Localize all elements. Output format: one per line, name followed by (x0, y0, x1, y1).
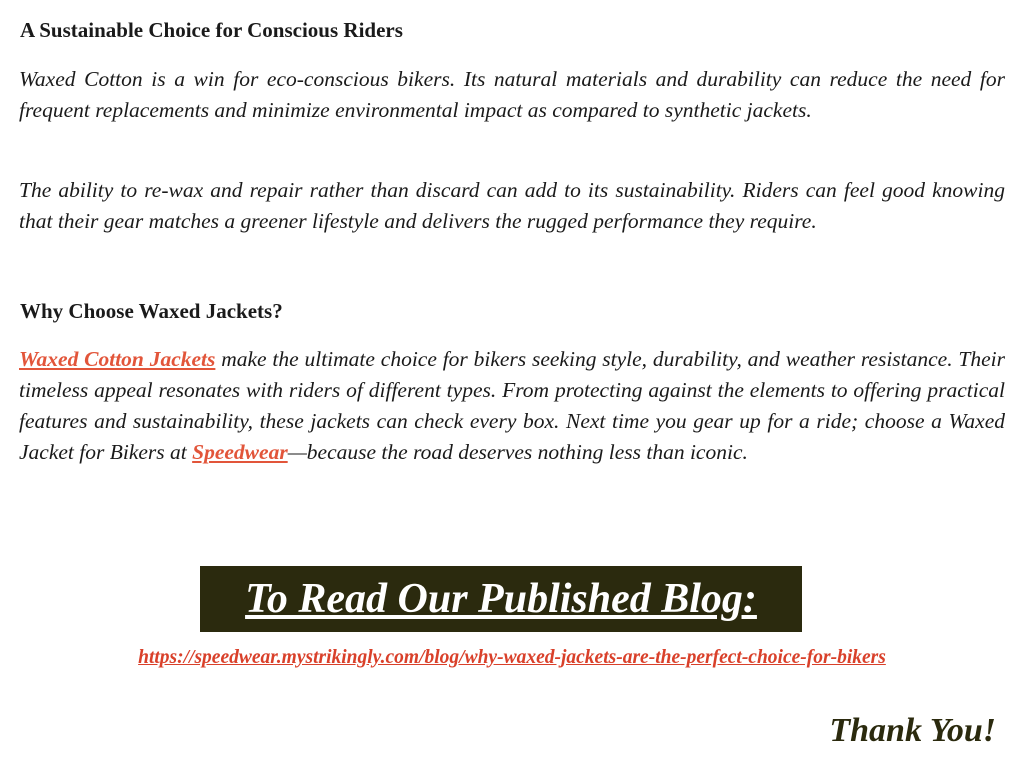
thank-you-text: Thank You! (829, 712, 996, 749)
paragraph-why-choose-text-2: —because the road deserves nothing less than iconic. (287, 440, 748, 464)
section-heading-sustainable: A Sustainable Choice for Conscious Riders (20, 18, 403, 42)
paragraph-eco: Waxed Cotton is a win for eco-conscious bikers. Its natural materials and durability can reduce the need for frequent replacements and minimize environmental impact as compared to synthetic jackets. (19, 67, 1005, 122)
blog-url-link[interactable]: https://speedwear.mystrikingly.com/blog/why-waxed-jackets-are-the-perfect-choice-for-bikers (138, 647, 886, 668)
paragraph-why-choose-text-1: make the ultimate choice for bikers seeking style, durability, and weather resistance. Their timeless appeal resonates with riders of different types. From protecting against the elements to offering practical features and sustainability, these jackets can check every box. Next time you gear up for a ride; choose a Waxed Jacket for Bikers at (19, 347, 1006, 464)
speedwear-link[interactable]: Speedwear (192, 440, 288, 464)
paragraph-why-choose (19, 344, 1005, 468)
waxed-cotton-jackets-link[interactable]: Waxed Cotton Jackets (19, 347, 216, 371)
read-blog-banner-label: To Read Our Published Blog: (245, 576, 757, 622)
read-blog-banner (200, 566, 802, 632)
paragraph-rewax: The ability to re-wax and repair rather than discard can add to its sustainability. Riders can feel good knowing that their gear matches a greener lifestyle and delivers the rugged performance they require. (19, 178, 1005, 233)
section-heading-why-choose: Why Choose Waxed Jackets? (20, 299, 283, 323)
